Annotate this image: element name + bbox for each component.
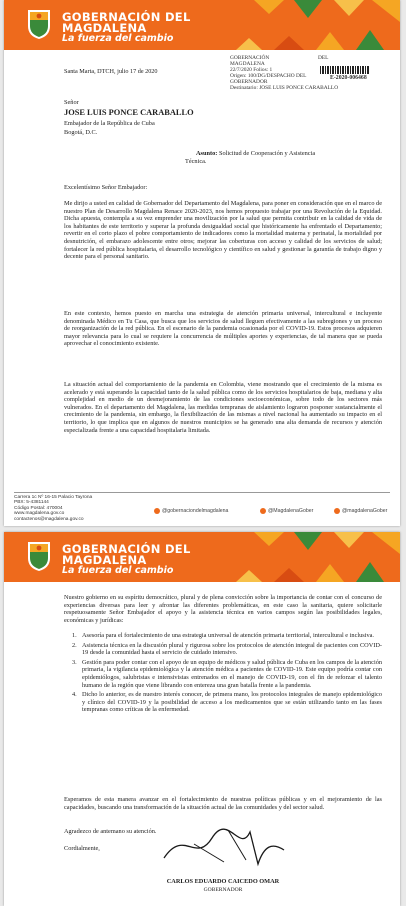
twitter-handle: @MagdalenaGober (268, 508, 314, 514)
stamp-number: E-2020-006468 (330, 75, 367, 81)
instagram-link[interactable] (334, 508, 387, 514)
subject-label: Asunto: (196, 150, 218, 157)
facebook-handle: @gobernaciondelmagdalena (162, 508, 229, 514)
footer-contact: Carrera 1c Nº 16-15 Palacio Tayrona PBX: 5-4381144 Código Postal: 470004 www.magdalena.gov.co contactenos@magdalena.gov.co (14, 495, 93, 522)
stamp-recipient: Destinatario: JOSE LUIS PONCE CARABALLO (230, 85, 339, 91)
brand-slogan: La fuerza del cambio (62, 33, 174, 44)
facebook-icon (154, 508, 160, 514)
closing-paragraph: Esperamos de esta manera avanzar en el fortalecimiento de nuestras políticas públicas y en el mejoramiento de las capacidades, buscando una transformación de la situación actual de las comunidades y del sector salud. (64, 796, 382, 811)
valediction: Cordialmente, (64, 845, 100, 852)
request-item: 2. Asistencia técnica en la discusión plural y rigurosa sobre los protocolos de atención integral de pacientes con COVID-19 desde la comunidad hasta el servicio de cuidado intensivo. (72, 641, 382, 657)
letter-page-2 (4, 532, 400, 906)
subject-line (196, 150, 376, 158)
paragraph-2: En este contexto, hemos puesto en marcha una estrategia de atención primaria universal, intercultural e incluyente denominada Médico en Tu Casa, que busca que los servicios de salud lleguen efectivamente a las subregiones y un proceso de reorganización de la red pública. En el escenario de la pandemia ocasionada por el COVID-19. Estos procesos adquieren mayor relevancia para lo cual se requiere la concurrencia de múltiples aportes y experiencias, de tal manera que se pueda aprovechar el conocimiento existente. (64, 310, 382, 348)
stamp-origin-line1: Origen: 100/DG/DESPACHO DEL (230, 73, 307, 79)
recipient-position: Embajador de la República de Cuba (64, 120, 155, 127)
subject-text-1: Solicitud de Cooperación y Asistencia (218, 150, 316, 157)
letter-page-1 (4, 0, 400, 526)
stamp-entity-line1b: DEL (318, 55, 329, 61)
paragraph-3: La situación actual del comportamiento de la pandemia en Colombia, viene mostrando que el crecimiento de la misma es acelerado y está superando la capacidad tanto de la salud pública como de los servicios hospitalarios de baja, mediana y alta complejidad en medio de un desmejoramiento de las condiciones socioeconómicas, sobre todo de los sectores más vulnerados. En el departamento del Magdalena, las medidas tempranas de aislamiento lograron posponer sustancialmente el crecimiento de la pandemia, sin embargo, la flexibilización de las mismas a nivel nacional ha aumentado su impacto en el territorio, lo que implica que en algunos de nuestros municipios se ha generado una alta demanda de recursos y atención especializada frente a una capacidad hospitalaria limitada. (64, 381, 382, 434)
coat-of-arms-icon (26, 540, 52, 572)
recipient-name: JOSE LUIS PONCE CARABALLO (64, 108, 194, 117)
thanks-line: Agradezco de antemano su atención. (64, 828, 157, 835)
footer-email-link[interactable]: contactenos@magdalena.gov.co (14, 516, 84, 522)
header-banner-page2 (4, 532, 400, 582)
stamp-date: 22/7/2020 Folios: 1 (230, 67, 273, 73)
header-banner (4, 0, 400, 50)
signer-name: CARLOS EDUARDO CAICEDO OMAR (166, 878, 280, 885)
stamp-entity-line2: MAGDALENA (230, 61, 265, 67)
place-date: Santa Marta, DTCH, julio 17 de 2020 (64, 68, 158, 75)
request-item: 1. Asesoría para el fortalecimiento de una estrategia universal de atención primaria territorial, intercultural e inclusiva. (72, 632, 374, 639)
stamp-origin-line2: GOBERNADOR (230, 79, 268, 85)
instagram-handle: @magdalenaGober (342, 508, 388, 514)
stamp-entity-line1: GOBERNACIÓN (230, 55, 270, 61)
signature-mark (154, 824, 294, 868)
coat-of-arms-icon (26, 8, 52, 40)
twitter-icon (260, 508, 266, 514)
intro-paragraph: Nuestro gobierno en su espíritu democrático, plural y de plena convicción sobre la importancia de contar con el concurso de experiencias diversas para leer y afrontar las diferentes problemáticas, en este caso la sanitaria, quiere solicitarle respetuosamente Señor Embajador el apoyo y la asistencia técnica en varios campos según las posibilidades legales, económicas y jurídicas: (64, 594, 382, 624)
instagram-icon (334, 508, 340, 514)
recipient-salutation: Señor (64, 99, 79, 106)
filing-stamp (230, 55, 390, 95)
facebook-link[interactable] (154, 508, 228, 514)
footer-divider (14, 492, 390, 493)
brand-title: GOBERNACIÓN DEL MAGDALENA (62, 10, 191, 35)
recipient-city: Bogotá, D.C. (64, 129, 98, 136)
request-item: 4. Dicho lo anterior, es de nuestro interés conocer, de primera mano, los protocolos integrales de manejo epidemiológico y clínico del COVID-19 y la posibilidad de acceso a los medicamentos que se están utilizando tanto en las fases tempranas como críticas de la enfermedad. (72, 691, 382, 714)
stamp-barcode (320, 66, 370, 74)
brand-title: GOBERNACIÓN DEL MAGDALENA (62, 542, 191, 567)
greeting: Excelentísimo Señor Embajador: (64, 184, 148, 191)
twitter-link[interactable] (260, 508, 313, 514)
request-item: 3. Gestión para poder contar con el apoyo de un equipo de médicos y salud pública de Cuba en los campos de la atención primaria, la vigilancia epidemiológica y la atención médica a pacientes de COVID-19. Este equipo podría contar con epidemiólogos, salubristas e intensivistas entrenados en el manejo de COVID-19, con el fin de reforzar el talento humano de la región que viene librando con entereza una gran batalla frente a la pandemia. (72, 658, 382, 689)
signer-title: GOBERNADOR (203, 887, 243, 893)
brand-slogan: La fuerza del cambio (62, 565, 174, 576)
subject-text-2: Técnica. (185, 158, 207, 165)
request-list (72, 632, 382, 716)
paragraph-1: Me dirijo a usted en calidad de Gobernador del Departamento del Magdalena, para poner en consideración que en el marco de nuestro Plan de Desarrollo Magdalena Renace 2020-2023, nos hemos propuesto trabajar por una Revolución de la Equidad. Dicha apuesta, contempla a su vez emprender una movilización por la salud que permita contribuir en la calidad de vida de los habitantes de este territorio y superar la profunda desigualdad social que históricamente ha enfrentado el Departamento; revertir en el corto plazo el pobre comportamiento de indicadores como la mortalidad materna y perinatal, la mortalidad por desnutrición, el embarazo adolescente entre otros; mejorar las coberturas con acceso y calidad de los servicios de salud; fortalecer la red pública hospitalaria, el desarrollo tecnológico y científico en salud y gestionar la garantía de trabajo digno y decente para el personal sanitario. (64, 200, 382, 261)
footer-web-link[interactable]: www.magdalena.gov.co (14, 511, 65, 517)
